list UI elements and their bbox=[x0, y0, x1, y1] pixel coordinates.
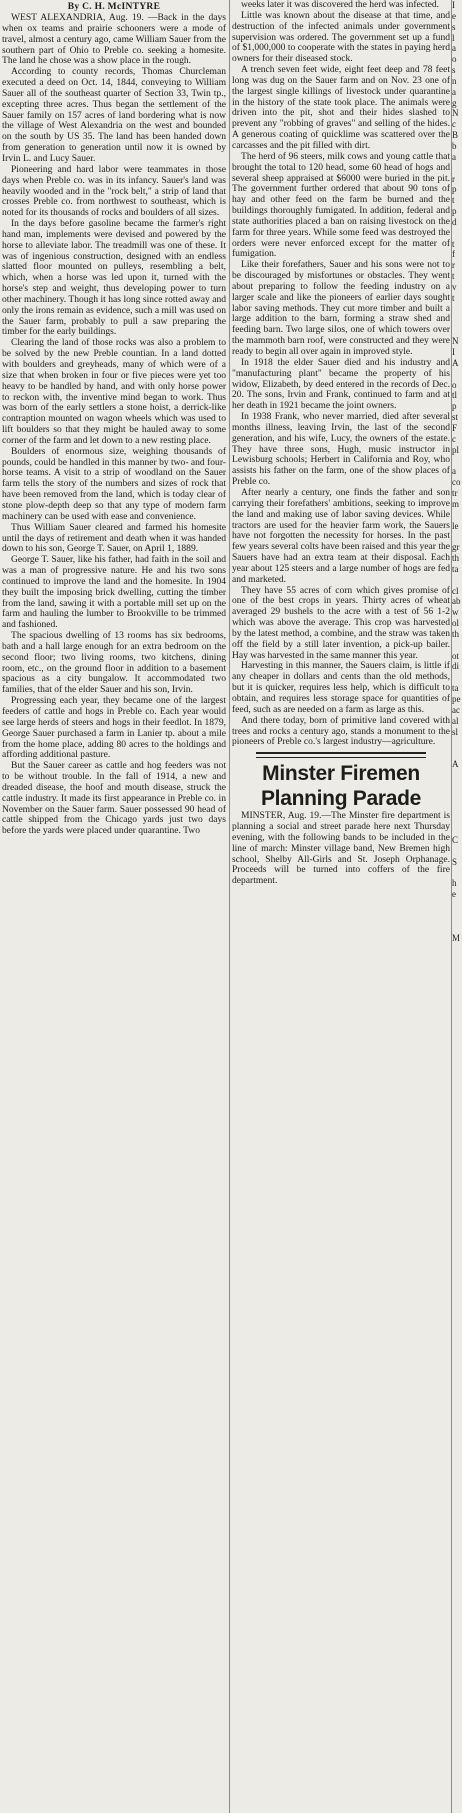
neighbor-column-fragment: tr bbox=[452, 487, 458, 498]
neighbor-column-fragment bbox=[452, 369, 462, 380]
neighbor-column-fragment bbox=[452, 304, 462, 315]
neighbor-column-fragment bbox=[452, 781, 462, 792]
neighbor-column-fragment: I bbox=[452, 347, 455, 357]
neighbor-column-fragment: m bbox=[452, 498, 460, 509]
neighbor-column-fragment: p bbox=[452, 184, 457, 195]
paragraph: After nearly a century, one finds the father and son carrying their forefathers' ambitions, seeking to improve the land and making use of labor saving devices. While tractors are used for the heavier farm work, the Sauers have not forgotten the necessity for horses. In the past few years several colts have been raised and this year the Sauers have had an extra team at their disposal. Each year about 125 steers and a large number of hogs are fed and marketed. bbox=[232, 486, 450, 585]
neighbor-column-fragment bbox=[452, 748, 462, 759]
neighbor-column-fragment bbox=[452, 813, 462, 824]
neighbor-column-fragment bbox=[452, 922, 462, 933]
neighbor-column-fragment: cl bbox=[452, 585, 459, 596]
neighbor-column-fragment bbox=[452, 510, 462, 521]
neighbor-column-fragment bbox=[452, 575, 462, 586]
neighbor-column-fragment: p bbox=[452, 206, 457, 217]
neighbor-column-fragment: g bbox=[452, 97, 457, 108]
neighbor-column-fragment: c bbox=[452, 119, 456, 130]
neighbor-column-fragment: t bbox=[452, 292, 455, 303]
paragraph: In 1918 the elder Sauer died and his industry and "manufacturing plant" became the property of his widow, Elizabeth, by deed entered in the records of Dec. 20. The sons, Irvin and Frank, continued to farm and at her death in 1921 became the joint owners. bbox=[232, 356, 450, 412]
neighbor-column-fragment: th bbox=[452, 628, 460, 639]
neighbor-column-fragment bbox=[452, 455, 462, 466]
column-2-body bbox=[232, 0, 450, 748]
neighbor-column-fragment bbox=[452, 802, 462, 813]
neighbor-column-fragment: ta bbox=[452, 563, 459, 574]
neighbor-column-fragment: d bbox=[452, 216, 457, 227]
paragraph: They have 55 acres of corn which gives promise of one of the best crops in years. Thirty acres of wheat averaged 29 bushels to the acre with a test of 56 1-2 which was above the average. This crop was harvested by the latest method, a combine, and the straw was taken off the field by a still later invention, a pick-up bailer. Hay was harvested in the same manner this year. bbox=[232, 584, 450, 661]
neighbor-column-fragment: N bbox=[452, 108, 459, 119]
neighbor-column-fragment: di bbox=[452, 661, 460, 672]
neighbor-column-fragment: a bbox=[452, 466, 456, 477]
column-1 bbox=[2, 0, 226, 1813]
neighbor-column-fragment bbox=[452, 314, 462, 325]
paragraph: The herd of 96 steers, milk cows and young cattle that brought the total to 120 head, some 60 head of hogs and several sheep appraised at $6000 were buried in the pit. The government further ordered that about 90 tons of hay and other feed on the farm be burned and the buildings thoroughly fumigated. In addition, federal and state authorities placed a ban on raising livestock on the farm for three years. While some feed was destroyed the orders were never enforced except for the matter of fumigation. bbox=[232, 150, 450, 260]
neighbor-column-fragment: ot bbox=[452, 650, 460, 661]
neighbor-column-fragment bbox=[452, 792, 462, 803]
neighbor-column-fragment: o bbox=[452, 379, 457, 390]
minster-article-body bbox=[232, 811, 450, 887]
neighbor-column-fragment: pe bbox=[452, 694, 461, 704]
neighbor-column-fragment: s bbox=[452, 65, 456, 76]
neighbor-column-fragment bbox=[452, 325, 462, 336]
neighbor-column-fragment: w bbox=[452, 607, 459, 618]
paragraph: According to county records, Thomas Churcleman executed a deed on Oct. 14, 1844, conveying to William Sauer all of the southeast quarter of Section 33, Twin tp., excepting three acres. Thus began the settlement of the Sauer family on 157 acres of land bordering what is now the village of West Alexandria on the west and bounded on the south by US 35. The land has been handed down from generation to generation until now it is owned by Irvin L. and Lucy Sauer. bbox=[2, 66, 226, 164]
headline-minster-firemen bbox=[232, 761, 450, 811]
paragraph: The spacious dwelling of 13 rooms has six bedrooms, bath and a hall large enough for an extra bedroom on the second floor; two living rooms, two kitchens, dining room, etc., on the ground floor in addition to a basement spacious as a city bungalow. It accommodated two families, that of the elder Sauer and his son, Irvin. bbox=[2, 630, 226, 696]
neighbor-column-fragment: B bbox=[452, 130, 459, 141]
neighbor-column-fragment: c bbox=[452, 433, 456, 444]
neighbor-column-fragment: ta bbox=[452, 683, 459, 694]
paragraph: WEST ALEXANDRIA, Aug. 19. —Back in the days when ox teams and prairie schooners were a mode of travel, almost a century ago, came William Sauer from the southern part of Ohio to Preble co. seeking a homesite. The land he chose was a show place in the rough. bbox=[2, 12, 226, 67]
paragraph: A trench seven feet wide, eight feet deep and 78 feet long was dug on the Sauer farm and on Nov. 23 one of the largest single killings of livestock under quarantine in the history of the state took place. The animals were driven into the pit, shot and their hides slashed to prevent any "robbing of graves" and selling of the hides. A generous coating of quicklime was scattered over the carcasses and the pit filled with dirt. bbox=[232, 64, 450, 151]
neighbor-column-fragment: A bbox=[452, 357, 459, 368]
neighbor-column-fragment: a bbox=[452, 151, 456, 162]
neighbor-column-fragment: ol bbox=[452, 618, 460, 629]
neighbor-column-fragment: s bbox=[452, 21, 456, 32]
neighbor-column-fragment: l bbox=[452, 32, 455, 43]
neighbor-column-fragment bbox=[452, 640, 462, 651]
headline-divider bbox=[256, 752, 426, 758]
neighbor-column-fragment bbox=[452, 868, 462, 879]
neighbor-column-fragment: e bbox=[452, 889, 456, 900]
paragraph: In the days before gasoline became the farmer's right hand man, implements were devised and powered by the horse to alleviate labor. The treadmill was one of these. It was of ingenious construction, designed with an endless slatted floor mounted on pulleys, resembling a belt, which, when a horse was led upon it, turned with the horse's step and weight, thus developing power to turn other machinery. Though it has long since rotted away and only the irons remain as evidence, such a mill was used on the Sauer farm, probably to pull a saw preparing the timber for the early buildings. bbox=[2, 218, 226, 338]
neighbor-column-fragment: S bbox=[452, 856, 458, 867]
paragraph: But the Sauer career as cattle and hog feeders was not to be without trouble. In the fall of 1914, a new and dreaded disease, the hoof and mouth disease, struck the cattle industry. It made its first appearance in Preble co. in November on the Sauer farm. Sauer possessed 90 head of cattle shipped from the Chicago yards just two days before the yards were placed under quarantine. Two bbox=[2, 760, 226, 837]
neighbor-column-fragment: A bbox=[452, 759, 459, 770]
paragraph: weeks later it was discovered the herd was infected. bbox=[241, 0, 440, 10]
neighbor-column-fragment: N bbox=[452, 336, 459, 347]
neighbor-column-fragment: M bbox=[452, 932, 461, 943]
neighbor-column-fragment bbox=[452, 846, 462, 857]
column-2 bbox=[232, 0, 450, 1813]
neighbor-column-fragment: ac bbox=[452, 704, 460, 715]
neighbor-column-fragment: o bbox=[452, 54, 457, 65]
paragraph: And there today, born of primitive land covered with trees and rocks a century ago, stands a monument to the pioneers of Preble co.'s largest industry—agriculture. bbox=[232, 714, 450, 748]
paragraph: MINSTER, Aug. 19.—The Minster fire department is planning a social and street parade here next Thursday evening, with the following bands to be included in the line of march: Minster village band, New Bremen high school, Shelby All-Girls and St. Joseph Orphanage. Proceeds will be turned into coffers of the fire department. bbox=[232, 810, 450, 887]
neighbor-column-fragment: f bbox=[452, 249, 455, 260]
column-1-body bbox=[2, 13, 226, 837]
paragraph: Clearing the land of those rocks was also a problem to be solved by the new Preble countian. In a land dotted with boulders and greyheads, many of which were of a size that when broken in four or five pieces were yet too heavy to be handled by hand, and with only horse power to reckon with, the inventive mind began to work. Thus was born of the early settlers a stone hoist, a derrick-like contraption mounted on wagon wheels which was used to lift boulders so that they might be hauled away to some corner of the farm and let down to a new resting place. bbox=[2, 337, 226, 446]
column-rule bbox=[229, 0, 230, 1813]
neighbor-column-fragment: r bbox=[452, 260, 455, 271]
paragraph: In 1938 Frank, who never married, died after several months illness, leaving Irvin, the last of the second generation, and his wife, Lucy, the owners of the estate. They have three sons, Hugh, music instructor in Lewisburg schools; Herbert in California and Roy, who assists his father on the farm, one of the show places of Preble co. bbox=[232, 411, 450, 488]
neighbor-column-fragment bbox=[452, 911, 462, 922]
byline: By C. H. McINTYRE bbox=[67, 2, 161, 12]
neighbor-column-fragment: t bbox=[452, 271, 455, 282]
neighbor-column-fragment: r bbox=[452, 173, 455, 184]
neighbor-column-fragment: co bbox=[452, 477, 461, 488]
neighbor-column-fragment: gr bbox=[452, 542, 460, 553]
headline-line-2: Planning Parade bbox=[260, 787, 422, 811]
neighbor-column-fragment: al bbox=[452, 715, 459, 726]
neighbor-column-fragment bbox=[452, 672, 462, 683]
neighbor-column-fragment bbox=[452, 531, 462, 542]
paragraph: Little was known about the disease at that time, and destruction of the infected animals under government supervision was ordered. The government set up a fund of $1,000,000 to cooperate with the states in paying herd owners for their diseased stock. bbox=[232, 9, 450, 65]
neighbor-column-fragment bbox=[452, 770, 462, 781]
neighbor-column-fragment: tl bbox=[452, 390, 458, 401]
neighbor-column-fragment: e bbox=[452, 10, 456, 21]
neighbor-column-fragment bbox=[452, 228, 462, 239]
neighbor-column-fragment bbox=[452, 163, 462, 174]
neighbor-column-fragment: th bbox=[452, 553, 460, 564]
neighbor-column-fragment: n bbox=[452, 75, 457, 86]
neighbor-column-fragment: a bbox=[452, 43, 456, 54]
neighbor-column-fragment: st bbox=[452, 412, 459, 423]
neighbor-column-fragment: C bbox=[452, 834, 459, 845]
neighbor-column-fragment: t bbox=[452, 238, 455, 249]
neighbor-column-fragment: a bbox=[452, 86, 456, 97]
column-3-fragment bbox=[452, 0, 462, 1813]
neighbor-column-fragment: F bbox=[452, 422, 458, 433]
neighbor-column-fragment: sl bbox=[452, 726, 459, 737]
neighbor-column-fragment: p bbox=[452, 401, 457, 412]
neighbor-column-fragment bbox=[452, 824, 462, 835]
paragraph: Harvesting in this manner, the Sauers claim, is little if any cheaper in dollars and cents than the old methods, but it is quicker, requires less help, which is difficult to obtain, and requires less storage space for quantities of feed, such as are needed on a farm as large as this. bbox=[232, 660, 450, 715]
neighbor-column-fragment: pl bbox=[452, 444, 460, 455]
neighbor-column-fragment bbox=[452, 900, 462, 911]
neighbor-column-fragment: I bbox=[452, 0, 455, 10]
paragraph: Boulders of enormous size, weighing thousands of pounds, could be handled in this manner by two- and four-horse teams. A visit to a strip of woodland on the Sauer farm tells the story of the numbers and sizes of rock that have been removed from the land, which is today clear of stone plow-depth deep so that any type of modern farm machinery can be used with ease and convenience. bbox=[2, 445, 226, 522]
paragraph: Progressing each year, they became one of the largest feeders of cattle and hogs in Preble co. Each year would see large herds of steers and hogs in their feedlot. In 1879, George Sauer purchased a farm in Lanier tp. about a mile from the home place, adding 80 acres to the holdings and affording additional pasture. bbox=[2, 695, 226, 761]
neighbor-column-fragment: v bbox=[452, 281, 457, 292]
headline-line-1: Minster Firemen bbox=[262, 762, 420, 786]
paragraph: Thus William Sauer cleared and farmed his homesite until the days of retirement and death when it was handed down to his son, George T. Sauer, on April 1, 1889. bbox=[2, 521, 226, 555]
paragraph: Pioneering and hard labor were teammates in those days when Preble co. was in its infancy. Sauer's land was heavily wooded and in the "rock belt," a strip of land that crosses Preble co. from northwest to southeast, which is noted for its thousands of rocks and boulders of all sizes. bbox=[2, 163, 226, 219]
neighbor-column-fragment bbox=[452, 737, 462, 748]
neighbor-column-fragment: b bbox=[452, 140, 457, 151]
neighbor-column-fragment: t bbox=[452, 195, 455, 206]
paragraph: Like their forefathers, Sauer and his sons were not to be discouraged by misfortunes or obstacles. They went about preparing to follow the feeding industry on a larger scale and like the pioneers of earlier days sought labor saving methods. They cut more timber and built a large addition to the barn, forming a straw shed and feeding barn. Two large silos, one of which towers over the mammoth barn roof, were constructed and they were ready to begin all over again in improved style. bbox=[232, 259, 450, 357]
neighbor-column-fragment: ab bbox=[452, 596, 461, 607]
neighbor-column-fragment: le bbox=[452, 520, 459, 531]
neighbor-column-fragment: h bbox=[452, 878, 457, 889]
paragraph: George T. Sauer, like his father, had faith in the soil and was a man of progressive nature. He and his two sons continued to improve the land and the homesite. In 1904 they built the imposing brick dwelling, cutting the timber from the land, sawing it with a portable mill set up on the farm and hauling the lumber to Brookville to be trimmed and fashioned. bbox=[2, 554, 226, 631]
